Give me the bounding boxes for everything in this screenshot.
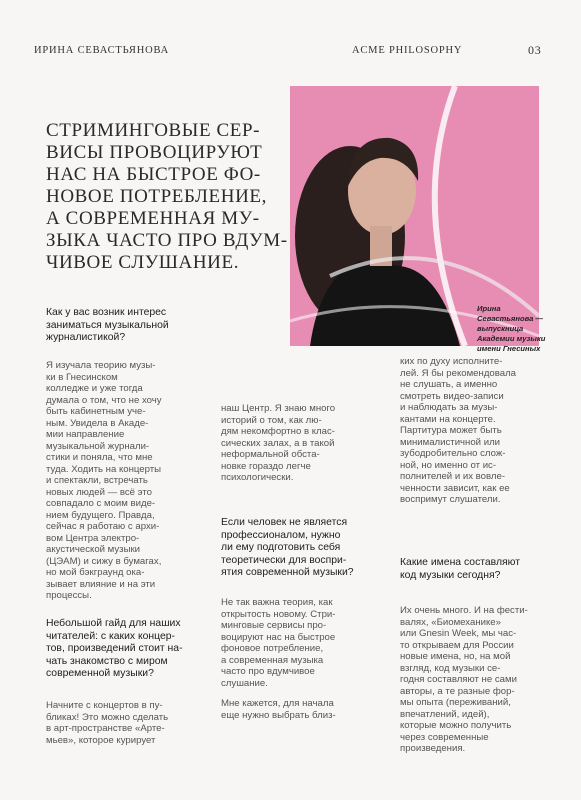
author-header: ИРИНА СЕВАСТЬЯНОВА (34, 45, 169, 56)
text-line: ВИСЫ ПРОВОЦИРУЮТ (46, 142, 263, 163)
text-line: А СОВРЕМЕННАЯ МУ- (46, 208, 260, 229)
text-line: сейчас я работаю с архи- (46, 521, 160, 532)
text-line: лей. Я бы рекомендовала (400, 367, 517, 379)
text-line: Их очень много. И на фести- (400, 605, 528, 616)
text-line: зывает влияние и на эти (46, 578, 156, 590)
pullquote (46, 120, 288, 274)
text-line: Как у вас возник интерес (46, 307, 167, 318)
text-line: Начните с концертов в пу- (46, 700, 163, 711)
text-line: или Gnesin Week, мы час- (400, 628, 517, 639)
text-line: (ЦЭАМ) и сижу в бумагах, (46, 555, 162, 567)
text-line: мии направление (46, 429, 125, 440)
text-line: Ирина (477, 304, 501, 313)
text-line: еще нужно выбрать близ- (221, 709, 336, 721)
text-line: Какие имена составляют (400, 557, 520, 568)
question-2 (46, 618, 183, 681)
text-line: психологически. (221, 472, 294, 483)
text-line: выпускница (477, 324, 524, 333)
answer-3 (221, 597, 335, 689)
text-line: процессы. (46, 590, 92, 601)
answer-1 (46, 360, 162, 602)
text-line: Мне кажется, для начала (221, 698, 334, 709)
text-line: ли ему подготовить себя (221, 542, 341, 553)
text-line: но мой бэкграунд ока- (46, 567, 145, 578)
text-line: не слушать, а именно (400, 379, 498, 390)
text-line: впечатлений, идей), (400, 708, 490, 720)
text-line: ной, но именно от ис- (400, 459, 497, 471)
text-line: теоретически для воспри- (221, 554, 347, 566)
text-line: дям некомфортно в клас- (221, 426, 335, 437)
text-line: сических залах, а в такой (221, 437, 335, 449)
magazine-header: ACME PHILOSOPHY (352, 45, 463, 56)
text-line: и спектакли, встречать (46, 475, 148, 486)
text-line: годня составляют не сами (400, 674, 517, 685)
text-line: полнителей и их вовле- (400, 471, 506, 482)
text-line: зубодробительно слож- (400, 448, 506, 459)
text-line: воспримут слушатели. (400, 494, 501, 505)
text-line: ких по духу исполните- (400, 356, 503, 367)
answer-1-continued (221, 403, 335, 484)
text-line: заниматься музыкальной (46, 319, 169, 331)
text-line: в арт-пространстве «Арте- (46, 723, 165, 734)
text-line: код музыки сегодня? (400, 569, 501, 581)
text-line: взгляд, код музыки се- (400, 662, 501, 674)
answer-3-end (400, 356, 516, 506)
text-line: валях, «Биомеханике» (400, 616, 501, 628)
text-line: фоновое потребление, (221, 643, 324, 654)
text-line: Если человек не является (221, 517, 348, 528)
text-line: неформальной обста- (221, 449, 320, 460)
text-line: нием будущего. Правда, (46, 509, 155, 521)
text-line: Академии музыки (477, 334, 546, 343)
text-line: ЧИВОЕ СЛУШАНИЕ. (46, 252, 240, 273)
text-line: имени Гнесиных (477, 344, 541, 353)
text-line: Небольшой гайд для наших (46, 618, 181, 629)
text-line: Партитура может быть (400, 425, 502, 436)
text-line: ченности зависит, как ее (400, 482, 510, 494)
text-line: новке гораздо легче (221, 460, 311, 472)
text-line: ятия современной музыки? (221, 567, 354, 578)
text-line: ЗЫКА ЧАСТО ПРО ВДУМ- (46, 230, 288, 251)
text-line: которые можно получить (400, 720, 512, 731)
photo-caption (477, 304, 545, 354)
text-line: а современная музыка (221, 654, 324, 666)
text-line: ным. Увидела в Акаде- (46, 417, 149, 429)
text-line: произведения. (400, 743, 466, 754)
text-line: мы опыта (переживаний, (400, 697, 511, 708)
answer-3-continued (221, 698, 336, 721)
text-line: совпадало с моим виде- (46, 498, 156, 509)
text-line: современной музыки? (46, 668, 154, 679)
text-line: кантами на концерте. (400, 413, 496, 425)
text-line: НАС НА БЫСТРОЕ ФО- (46, 164, 261, 185)
text-line: и наблюдать за музы- (400, 402, 498, 413)
text-line: мьев», которое курирует (46, 734, 156, 746)
text-line: думала о том, что не хочу (46, 394, 162, 406)
text-line: журналистикой? (46, 332, 126, 343)
text-line: Я изучала теорию музы- (46, 360, 156, 371)
text-line: смотреть видео-записи (400, 390, 504, 402)
text-line: через современные (400, 731, 489, 743)
text-line: чать знакомство с миром (46, 655, 168, 667)
answer-2 (46, 700, 168, 746)
text-line: читателей: с каких концер- (46, 630, 176, 642)
text-line: новые имена, но, на мой (400, 651, 511, 662)
question-3 (221, 517, 354, 580)
text-line: наш Центр. Я знаю много (221, 403, 336, 414)
text-line: слушание. (221, 677, 268, 689)
text-line: часто про вдумчивое (221, 666, 315, 677)
text-line: Не так важна теория, как (221, 597, 333, 608)
text-line: тов, произведений стоит на- (46, 643, 183, 654)
page-number: 03 (528, 43, 542, 57)
question-1 (46, 307, 169, 345)
text-line: колледже и уже тогда (46, 383, 143, 394)
text-line: историй о том, как лю- (221, 414, 322, 426)
text-line: СТРИМИНГОВЫЕ СЕР- (46, 120, 261, 141)
text-line: то открываем для России (400, 639, 514, 651)
text-line: НОВОЕ ПОТРЕБЛЕНИЕ, (46, 186, 267, 207)
text-line: акустической музыки (46, 544, 141, 555)
text-line: бликах! Это можно сделать (46, 711, 169, 723)
text-line: минговые сервисы про- (221, 620, 327, 631)
text-line: Севастьянова — (477, 314, 544, 323)
text-line: стики и поняла, что мне (46, 452, 153, 463)
text-line: туда. Ходить на концерты (46, 463, 162, 475)
text-line: открытость новому. Стри- (221, 608, 336, 620)
text-line: авторы, а те разные фор- (400, 685, 515, 697)
text-line: ки в Гнесинском (46, 371, 118, 383)
question-4 (400, 557, 520, 582)
text-line: профессионалом, нужно (221, 529, 341, 541)
text-line: музыкальной журнали- (46, 440, 150, 452)
answer-4 (400, 605, 528, 755)
text-line: быть кабинетным уче- (46, 406, 146, 417)
text-line: вом Центра электро- (46, 532, 140, 544)
text-line: минималистичной или (400, 436, 501, 448)
text-line: новых людей — всё это (46, 486, 152, 498)
text-line: воцируют нас на быстрое (221, 631, 336, 643)
